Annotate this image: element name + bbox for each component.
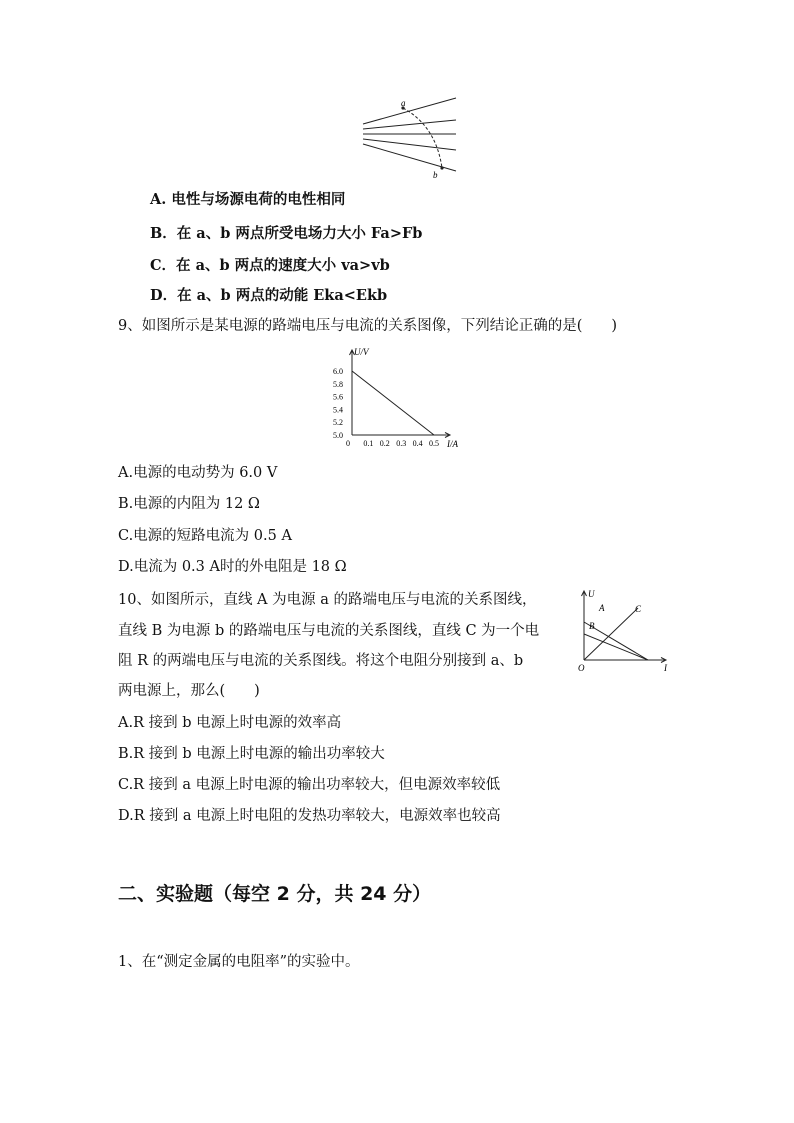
experiment-1-stem: 1、在“测定金属的电阻率”的实验中。: [118, 954, 360, 970]
x-tick-label: 0.3: [396, 439, 407, 448]
q9-stem: 9、如图所示是某电源的路端电压与电流的关系图像，下列结论正确的是( ): [118, 318, 618, 334]
x-tick-label: 0: [346, 439, 350, 448]
q10-stem-line4: 两电源上，那么( ): [118, 683, 260, 699]
q10-stem-line3: 阻 R 的两端电压与电流的关系图线。将这个电阻分别接到 a、b: [118, 653, 524, 669]
y-tick-label: 5.4: [333, 405, 343, 415]
q9-option-c: C.电源的短路电流为 0.5 A: [118, 528, 292, 544]
q10-stem-line1: 10、如图所示，直线 A 为电源 a 的路端电压与电流的关系图线，: [118, 592, 537, 608]
line-a-label: A: [599, 603, 605, 613]
line-c-label: C: [635, 604, 642, 614]
section-2-title: 二、实验题（每空 2 分，共 24 分）: [118, 883, 432, 905]
q9-option-a: A.电源的电动势为 6.0 V: [118, 465, 278, 481]
q10-option-d: D.R 接到 a 电源上时电阻的发热功率较大，电源效率也较高: [118, 808, 501, 824]
ui-series-line: [352, 371, 434, 435]
q10-stem-line2: 直线 B 为电源 b 的路端电压与电流的关系图线，直线 C 为一个电: [118, 623, 540, 639]
q10-uiab-figure: [574, 582, 674, 674]
line-b-label: B: [589, 621, 595, 631]
x-tick-label: 0.4: [412, 439, 423, 448]
label-b: b: [433, 170, 438, 180]
origin-label: O: [578, 663, 585, 673]
q8-option-a: A. 电性与场源电荷的电性相同: [150, 191, 346, 208]
y-tick-label: 5.2: [333, 418, 343, 428]
q9-ui-chart: [328, 344, 468, 452]
x-tick-label: 0.2: [379, 439, 390, 448]
line-b: [584, 634, 648, 660]
q8-option-d: D．在 a、b 两点的动能 Eka<Ekb: [150, 287, 388, 304]
y-tick-label: 5.0: [333, 431, 343, 440]
y-tick-label: 6.0: [333, 367, 343, 376]
q10-option-b: B.R 接到 b 电源上时电源的输出功率较大: [118, 746, 385, 762]
u-axis-label: U: [588, 589, 595, 599]
x-tick-label: 0.5: [429, 439, 439, 448]
q10-option-a: A.R 接到 b 电源上时电源的效率高: [118, 715, 342, 731]
q10-option-c: C.R 接到 a 电源上时电源的输出功率较大，但电源效率较低: [118, 777, 501, 793]
y-axis-label: U/V: [354, 347, 369, 357]
q8-option-c: C．在 a、b 两点的速度大小 va>vb: [150, 257, 390, 274]
x-axis-label: I/A: [447, 439, 458, 449]
i-axis-label: I: [664, 663, 667, 673]
q9-option-b: B.电源的内阻为 12 Ω: [118, 496, 260, 512]
x-tick-label: 0.1: [363, 439, 374, 448]
y-tick-label: 5.6: [333, 392, 343, 402]
field-lines-figure: [356, 94, 466, 184]
label-a: a: [401, 98, 406, 108]
q8-option-b: B．在 a、b 两点所受电场力大小 Fa>Fb: [150, 225, 423, 242]
y-tick-label: 5.8: [333, 379, 343, 389]
q9-option-d: D.电流为 0.3 A时的外电阻是 18 Ω: [118, 559, 347, 575]
